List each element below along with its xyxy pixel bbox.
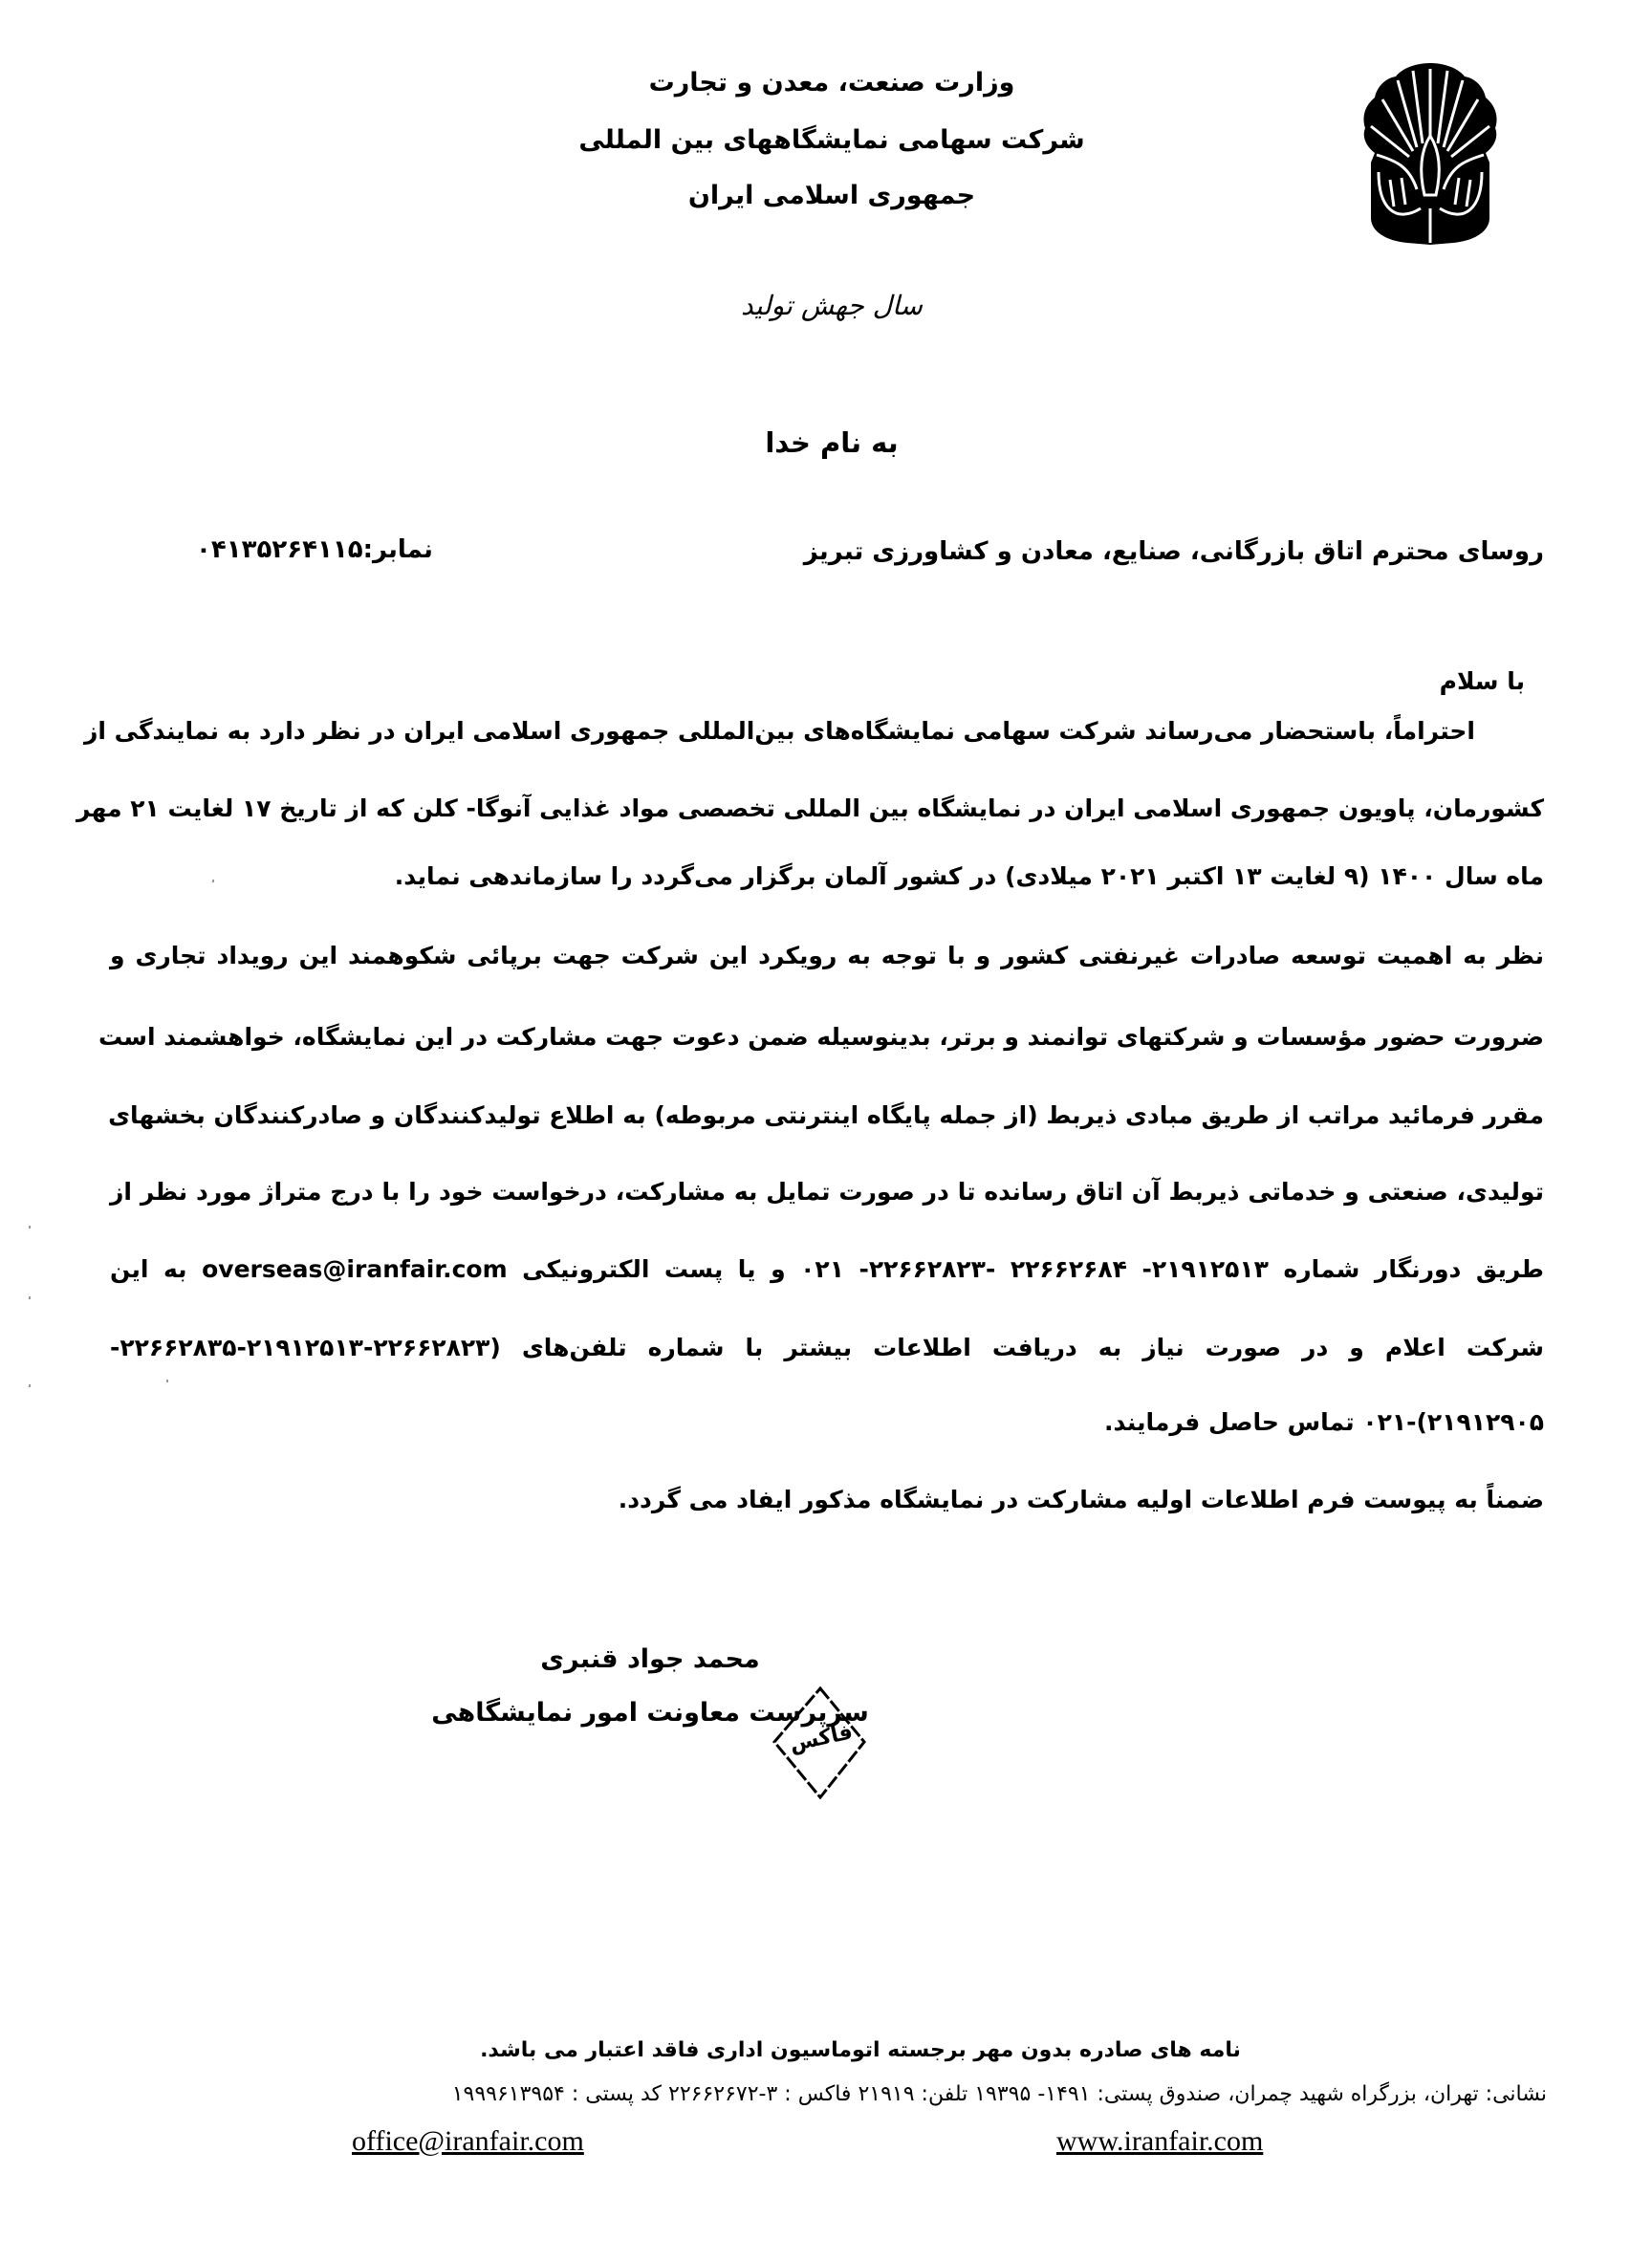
body-line: ماه سال ۱۴۰۰ (۹ لغایت ۱۳ اکتبر ۲۰۲۱ میلادی) در کشور آلمان برگزار می‌گردد را سازماندهی نماید. <box>394 862 1544 890</box>
greeting: با سلام <box>1439 667 1525 695</box>
country-name: جمهوری اسلامی ایران <box>687 181 976 210</box>
scan-speck <box>29 1296 31 1299</box>
emblem-icon <box>1358 55 1503 247</box>
body-line: طریق دورنگار شماره ۲۱۹۱۲۵۱۳- ۲۲۶۶۲۶۸۴ -۲۲۶۶۲۸۲۳- ۰۲۱ و یا پست الکترونیکی overseas@iranfair.com به این <box>110 1255 1544 1283</box>
footer-email-link[interactable]: office@iranfair.com <box>352 2125 584 2157</box>
recipient-fax-number: نمابر:۰۴۱۳۵۲۶۴۱۱۵ <box>196 535 433 564</box>
signatory-name: محمد جواد قنبری <box>540 1644 760 1674</box>
fax-stamp <box>771 1686 866 1799</box>
body-line: کشورمان، پاویون جمهوری اسلامی ایران در نمایشگاه بین المللی تخصصی مواد غذایی آنوگا- کلن که از تاریخ ۱۷ لغایت ۲۱ مهر <box>76 794 1544 822</box>
salutation-heading: به نام خدا <box>765 426 899 459</box>
year-motto: سال جهش تولید <box>741 290 923 321</box>
body-line: ضرورت حضور مؤسسات و شرکتهای توانمند و برتر، بدینوسیله ضمن دعوت جهت مشارکت در این نمایشگاه، خواهشمند است <box>98 1023 1544 1051</box>
scan-speck <box>212 880 214 882</box>
company-logo-emblem <box>1358 55 1503 247</box>
footer-address: نشانی: تهران، بزرگراه شهید چمران، صندوق پستی: ۱۴۹۱- ۱۹۳۹۵ تلفن: ۲۱۹۱۹ فاکس : ۳-۲۲۶۶۲۶۷۲ کد پستی : ۱۹۹۹۶۱۳۹۵۴ <box>451 2082 1547 2106</box>
fax-stamp-label: فاکس <box>787 1720 856 1757</box>
body-line: نظر به اهمیت توسعه صادرات غیرنفتی کشور و با توجه به رویکرد این شرکت جهت برپائی شکوهمند این رویداد تجاری و <box>110 942 1544 969</box>
ministry-name: وزارت صنعت، معدن و تجارت <box>648 68 1015 98</box>
scan-speck <box>29 1226 31 1229</box>
body-line: شرکت اعلام و در صورت نیاز به دریافت اطلاعات بیشتر با شماره تلفن‌های (۲۲۶۶۲۸۲۳-۲۱۹۱۲۵۱۳-۲۲۶۶۲۸۳۵- <box>110 1334 1544 1361</box>
footer-validity-note: نامه های صادره بدون مهر برجسته اتوماسیون اداری فاقد اعتبار می باشد. <box>480 2038 1241 2062</box>
body-line: مقرر فرمائید مراتب از طریق مبادی ذیربط (از جمله پایگاه اینترنتی مربوطه) به اطلاع تولیدکنندگان و صادرکنندگان بخشهای <box>108 1101 1544 1129</box>
footer-website-link[interactable]: www.iranfair.com <box>1056 2125 1264 2157</box>
body-line: احتراماً، باستحضار می‌رساند شرکت سهامی نمایشگاه‌های بین‌المللی جمهوری اسلامی ایران در نظر دارد به نمایندگی از <box>84 717 1475 745</box>
body-line: ۲۱۹۱۲۹۰۵)-۰۲۱ تماس حاصل فرمایند. <box>1103 1408 1544 1436</box>
recipient-addressee: روسای محترم اتاق بازرگانی، صنایع، معادن و کشاورزی تبریز <box>803 537 1544 566</box>
scan-speck <box>29 1384 31 1387</box>
signatory-title: سرپرست معاونت امور نمایشگاهی <box>431 1698 869 1728</box>
body-line: تولیدی، صنعتی و خدماتی ذیربط آن اتاق رسانده تا در صورت تمایل به مشارکت، درخواست خود را با درج متراژ مورد نظر از <box>110 1178 1544 1206</box>
company-name: شرکت سهامی نمایشگاههای بین المللی <box>578 125 1085 155</box>
scan-speck <box>166 1380 168 1382</box>
body-line: ضمناً به پیوست فرم اطلاعات اولیه مشارکت در نمایشگاه مذکور ایفاد می گردد. <box>618 1486 1544 1513</box>
